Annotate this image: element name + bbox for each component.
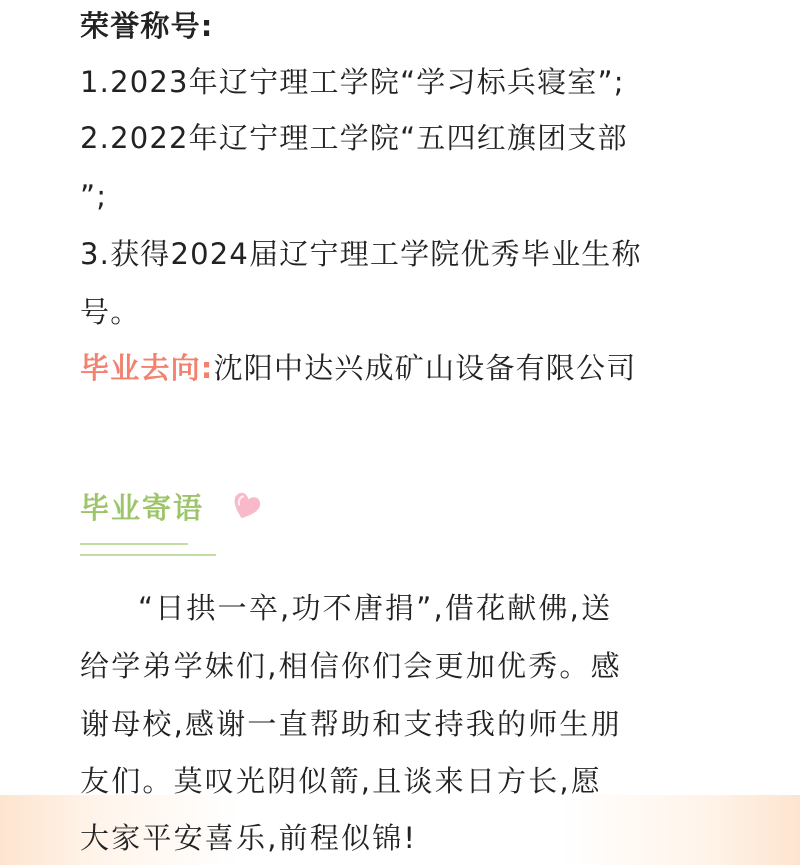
honors-heading: 荣誉称号: [80,9,214,43]
destination-label: 毕业去向: [80,351,214,385]
honor-item-3-cont: 号。 [80,295,141,329]
destination-value: 沈阳中达兴成矿山设备有限公司 [213,351,637,385]
title-underline-short [80,543,188,545]
message-line-2: 给学弟学妹们,相信你们会更加优秀。感 [80,649,622,683]
message-title: 毕业寄语 [80,491,205,525]
destination-row [80,348,636,388]
honor-item-2: 2.2022年辽宁理工学院“五四红旗团支部 [80,121,628,155]
honor-item-1: 1.2023年辽宁理工学院“学习标兵寝室”; [80,65,625,99]
message-line-1: “日拱一卒,功不唐捐”,借花献佛,送 [138,591,613,625]
heart-icon [228,488,264,524]
message-line-5: 大家平安喜乐,前程似锦! [80,821,418,855]
honor-item-2-cont: ”; [80,179,108,213]
message-line-4: 友们。莫叹光阴似箭,且谈来日方长,愿 [80,764,603,798]
message-line-3: 谢母校,感谢一直帮助和支持我的师生朋 [80,707,622,741]
title-underline-long [80,554,216,556]
honor-item-3: 3.获得2024届辽宁理工学院优秀毕业生称 [80,237,642,271]
